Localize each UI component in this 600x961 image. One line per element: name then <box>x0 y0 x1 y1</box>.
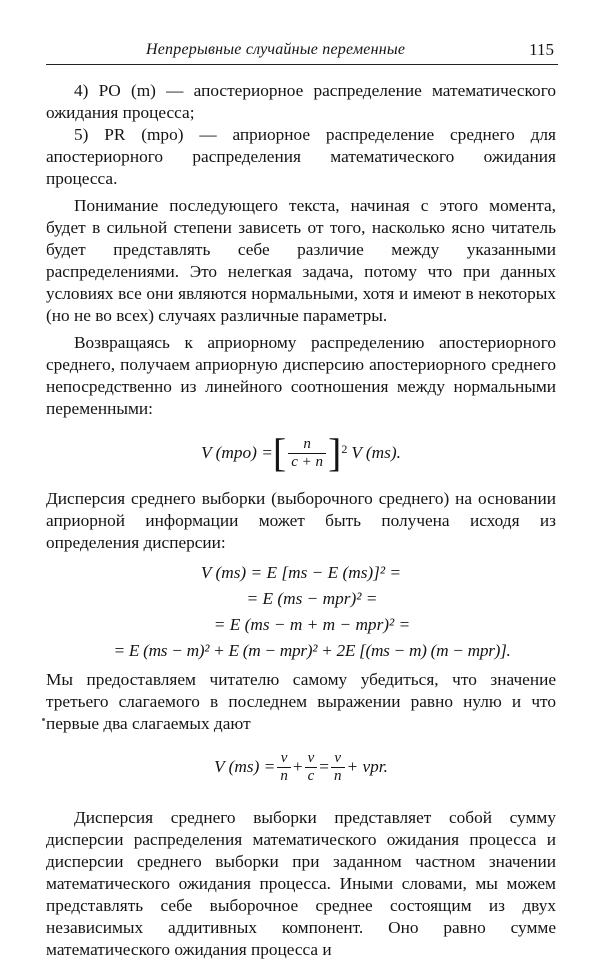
left-bracket: [ <box>272 430 287 475</box>
fraction-1-denominator: n <box>277 767 291 785</box>
list-item-4: 4) PO (m) — апостериорное распределение математического ожидания процесса; <box>46 81 556 122</box>
paragraph-2: Возвращаясь к априорному распределению апостериорного среднего, получаем априорную дисперсию апостериорного среднего непосредственно из линейного соотношения между нормальными переменными: <box>46 333 556 418</box>
paragraph-5: Дисперсия среднего выборки представляет собой сумму дисперсии распределения математического ожидания процесса и дисперсии среднего выборки при заданном частном значении математического ожидания процесса. Иными словами, мы можем представлять себе выборочное среднее состоящим из двух независимых аддитивных компонент. Оно равно сумме математического ожидания процесса и <box>46 808 556 959</box>
square-exponent: 2 <box>341 442 348 456</box>
formula-sample-mean-variance <box>46 745 556 789</box>
formula-variance-derivation <box>46 560 556 664</box>
fraction-3-denominator: n <box>331 767 345 785</box>
fraction-3-numerator: v <box>334 749 342 766</box>
margin-dot <box>42 718 45 721</box>
formula-3-tail: + vpr. <box>346 757 388 776</box>
page-header <box>46 40 558 65</box>
derivation-line-4: = E (ms − m)² + E (m − mpr)² + 2E [(ms − m) (m − mpr)]. <box>113 641 511 660</box>
formula-1-rhs: V (ms). <box>351 443 401 462</box>
fraction-2-denominator: c <box>305 767 318 785</box>
page-number: 115 <box>529 40 554 59</box>
equals-sign: = <box>319 757 329 776</box>
right-bracket: ] <box>328 430 342 475</box>
paragraph-3: Дисперсия среднего выборки (выборочного среднего) на основании априорной информации может быть получена исходя из определения дисперсии: <box>46 489 556 552</box>
paragraph-1: Понимание последующего текста, начиная с этого момента, будет в сильной степени зависеть от того, насколько ясно читатель будет представлять себе различие между указанными распределениями. Это нелегкая задача, потому что при данных условиях все они являются нормальными, хотя и имеют в некоторых (но не во всех) случаях различные параметры. <box>46 196 556 325</box>
derivation-line-2: = E (ms − mpr)² = <box>246 589 378 608</box>
formula-3-fraction-1 <box>277 750 291 785</box>
page-body <box>46 80 556 961</box>
running-title: Непрерывные случайные переменные <box>146 41 406 58</box>
formula-3-fraction-2 <box>305 750 318 785</box>
formula-variance-posterior-mean <box>46 430 556 476</box>
derivation-line-3: = E (ms − m + m − mpr)² = <box>213 615 411 634</box>
formula-3-fraction-3 <box>331 750 345 785</box>
formula-1-lhs: V (mpo) = <box>201 443 273 462</box>
formula-1-numerator: n <box>303 435 311 452</box>
plus-sign: + <box>292 757 303 776</box>
fraction-1-numerator: v <box>280 749 288 766</box>
fraction-2-numerator: v <box>307 749 315 766</box>
derivation-line-1: V (ms) = E [ms − E (ms)]² = <box>200 563 402 582</box>
list-item-5: 5) PR (mpo) — априорное распределение среднего для апостериорного распределения математического ожидания процесса. <box>46 125 556 188</box>
formula-1-fraction <box>288 436 326 471</box>
paragraph-4: Мы предоставляем читателю самому убедиться, что значение третьего слагаемого в последнем выражении равно нулю и что первые два слагаемых дают <box>46 670 556 733</box>
formula-3-lhs: V (ms) = <box>214 757 276 776</box>
formula-1-denominator: c + n <box>288 453 326 471</box>
